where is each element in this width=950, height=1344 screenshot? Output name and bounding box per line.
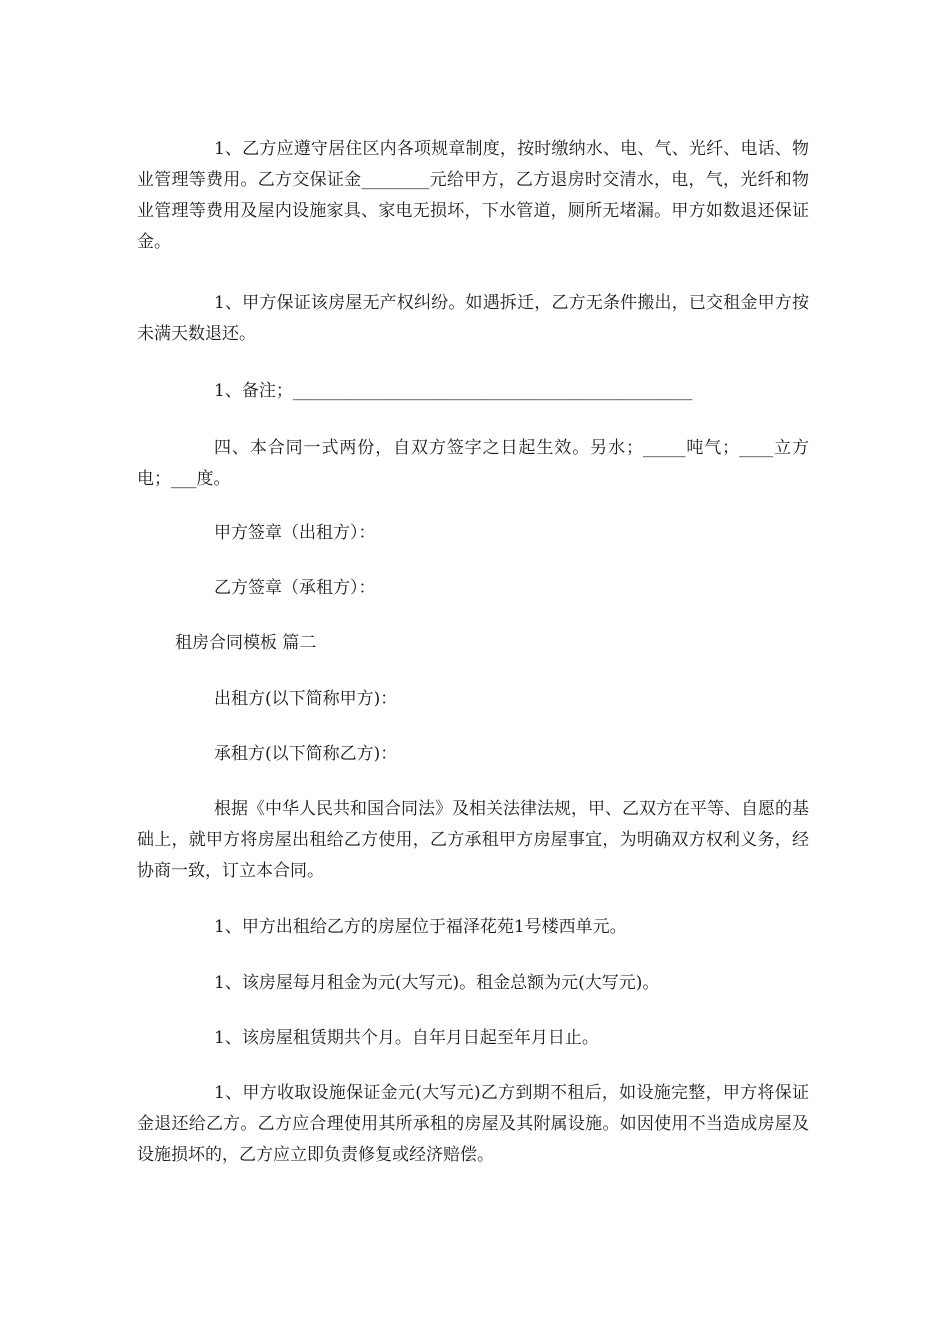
section-heading: 租房合同模板 篇二: [175, 633, 317, 653]
lessor-party-line: 出租方(以下简称甲方)：: [214, 689, 398, 709]
clause-property-rights: 1、甲方保证该房屋无产权纠纷。如遇拆迁，乙方无条件搬出，已交租金甲方按未满天数退还。: [137, 293, 809, 344]
preamble-paragraph: 根据《中华人民共和国合同法》及相关法律法规，甲、乙双方在平等、自愿的基础上，就甲方将房屋出租给乙方使用，乙方承租甲方房屋事宜，为明确双方权利义务，经协商一致，订立本合同。: [137, 799, 809, 881]
clause-effective-date: 四、本合同一式两份，自双方签字之日起生效。另水；_____吨气；____立方电；___度。: [137, 438, 809, 489]
clause-lease-term: 1、该房屋租赁期共个月。自年月日起至年月日止。: [214, 1028, 599, 1048]
clause-property-location: 1、甲方出租给乙方的房屋位于福泽花苑1号楼西单元。: [214, 917, 627, 937]
lessee-party-line: 承租方(以下简称乙方)：: [214, 744, 398, 764]
clause-rent-amount: 1、该房屋每月租金为元(大写元)。租金总额为元(大写元)。: [214, 973, 660, 993]
lessor-signature-line: 甲方签章（出租方）：: [214, 523, 376, 543]
clause-facility-deposit: 1、甲方收取设施保证金元(大写元)乙方到期不租后，如设施完整，甲方将保证金退还给乙方。乙方应合理使用其所承租的房屋及其附属设施。如因使用不当造成房屋及设施损坏的，乙方应立即负责修复或经济赔偿。: [137, 1083, 809, 1165]
clause-remarks: 1、备注；_______________________________________________: [214, 381, 693, 401]
lessee-signature-line: 乙方签章（承租方）：: [214, 578, 376, 598]
clause-deposit-and-utilities: 1、乙方应遵守居住区内各项规章制度，按时缴纳水、电、气、光纤、电话、物业管理等费用。乙方交保证金________元给甲方，乙方退房时交清水，电，气，光纤和物业管理等费用及屋内设施家具、家电无损坏，下水管道，厕所无堵漏。甲方如数退还保证金。: [137, 139, 809, 252]
